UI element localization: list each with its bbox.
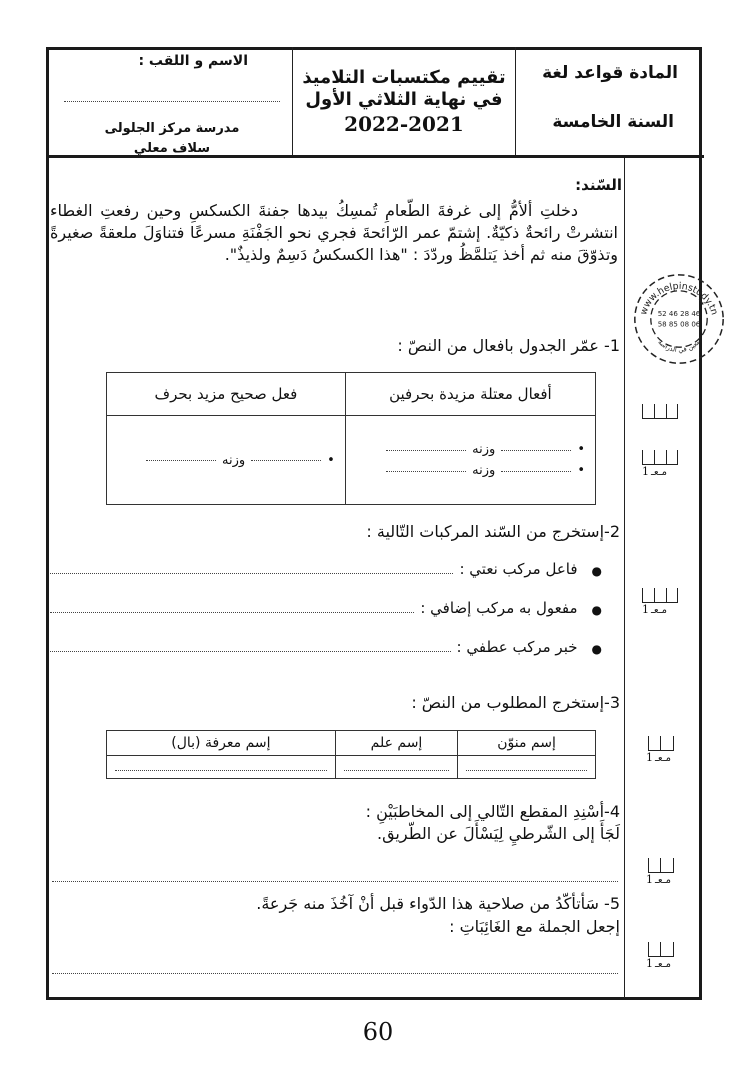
criterion-number: 1 [642, 603, 649, 616]
score-comb[interactable] [648, 942, 674, 957]
q3-prompt: 3-إستخرج المطلوب من النصّ : [411, 693, 620, 712]
school-year: 2022-2021 [344, 112, 464, 136]
exam-title: تقييم مكتسبات التلاميذ [302, 67, 506, 88]
q1-col2-header: فعل صحيح مزيد بحرف [107, 373, 346, 416]
verb-input[interactable] [251, 459, 321, 461]
weight-input[interactable] [146, 459, 216, 461]
q3-cell [335, 756, 457, 779]
teacher-name: سلاف معلي [133, 141, 211, 156]
stamp-url: www.helpinstudy.tn [638, 280, 720, 317]
subject-cell [516, 47, 704, 155]
subject-label: المادة قواعد لغة [542, 63, 678, 83]
q3-cell [107, 756, 336, 779]
name-input-line[interactable] [64, 101, 280, 102]
criterion-label [642, 465, 684, 478]
stamp-phone2: 58 85 08 06 [657, 319, 701, 329]
page-number: 60 [362, 1018, 394, 1046]
sanad-text [50, 200, 618, 266]
criterion-text: مـعـ [651, 467, 668, 478]
margin-divider [624, 158, 625, 998]
weight-label: وزنه [472, 442, 496, 457]
q5-prompt: إجعل الجملة مع الغَائِبَاتِ : [449, 917, 620, 936]
sanad-title: السّند: [575, 176, 622, 194]
criterion-text: مـعـ [655, 753, 672, 764]
exam-header [46, 47, 704, 158]
q3-header: إسم علم [335, 731, 457, 756]
q2-item [50, 638, 602, 656]
grade-label: السنة الخامسة [552, 112, 674, 132]
sanad-paragraph: دخلتِ ألأمُّ إلى غرفةَ الطّعامِ تُمسِكُ بيدها جفنةَ الكسكسِ وحين رفعتِ الغطاء انتشرتْ رائحةٌ ذكيّةٌ. إشتمّ عمر الرّائحةَ فجري نحو الجَفْنَةِ مسرعًا فتناوَلَ ملعقةً صغيرةً وتذوّقَ منه ثم أخذ يَتلمَّظُ وردّدَ : "هذا الكسكسُ دَسِمٌ ولذيذٌ". [50, 201, 618, 264]
bullet: • [577, 463, 585, 478]
criterion-text: مـعـ [655, 875, 672, 886]
score-comb[interactable] [648, 858, 674, 873]
score-box-q2 [640, 588, 684, 616]
score-comb[interactable] [642, 450, 678, 465]
criterion-label [642, 603, 684, 616]
score-box-q3 [640, 736, 684, 764]
school-info [52, 119, 292, 159]
bullet: • [577, 442, 585, 457]
score-box-q1b [640, 450, 684, 478]
bullet-icon: ● [591, 603, 602, 617]
name-label: الاسم و اللقب : [138, 53, 248, 69]
score-comb[interactable] [642, 404, 678, 419]
score-box-q4 [640, 858, 684, 886]
criterion-number: 1 [646, 873, 653, 886]
verb-input[interactable] [501, 470, 571, 472]
score-comb[interactable] [648, 736, 674, 751]
q4-answer-input[interactable] [52, 880, 618, 882]
bullet-icon: ● [591, 564, 602, 578]
exam-subtitle: في نهاية الثلاثي الأول [305, 89, 503, 110]
score-comb[interactable] [642, 588, 678, 603]
q1-col1-header: أفعال معتلة مزيدة بحرفين [345, 373, 595, 416]
criterion-label [646, 873, 684, 886]
criterion-text: مـعـ [651, 605, 668, 616]
q5-sentence: 5- سَأتأكّدُ من صلاحية هذا الدّواء قبل أنْ آخُذَ منه جَرعةً. [256, 894, 620, 913]
weight-label: وزنه [472, 463, 496, 478]
score-box-q5 [640, 942, 684, 970]
q3-answer-input[interactable] [344, 769, 449, 771]
criterion-text: مـعـ [655, 959, 672, 970]
criterion-label [646, 957, 684, 970]
q4-sentence: لَجَأَ إلى الشّرطيِ لِيَسْأَلَ عن الطّريق. [376, 824, 620, 843]
q2-item [50, 599, 602, 617]
q1-table [106, 372, 596, 505]
q2-prompt: 2-إستخرج من السّند المركبات التّالية : [366, 522, 620, 541]
q3-header: إسم معرفة (بال) [107, 731, 336, 756]
q1-prompt: 1- عمّر الجدول بافعال من النصّ : [397, 336, 620, 355]
title-cell [292, 47, 516, 155]
q4-prompt: 4-أسْنِدِ المقطع التّالي إلى المخاطبَيْنِ : [365, 802, 620, 821]
q2-answer-input[interactable] [50, 573, 453, 574]
q1-col1-answers [345, 416, 595, 505]
q2-item [50, 560, 602, 578]
q2-answer-input[interactable] [50, 612, 414, 613]
verb-input[interactable] [501, 449, 571, 451]
q2-item-label: مفعول به مركب إضافي : [420, 599, 578, 617]
q2-item-label: خبر مركب عطفي : [456, 638, 578, 656]
weight-label: وزنه [221, 452, 246, 468]
q2-item-label: فاعل مركب نعتي : [459, 560, 578, 578]
student-cell [52, 47, 292, 155]
q1-answer-row [356, 442, 585, 457]
q2-answer-input[interactable] [50, 651, 451, 652]
q3-cell [458, 756, 596, 779]
criterion-number: 1 [642, 465, 649, 478]
school-name: مدرسة مركز الجلولى [104, 121, 240, 136]
score-box-q1a [640, 404, 684, 419]
q5-answer-input[interactable] [52, 972, 618, 974]
helpinstudy-stamp [632, 272, 726, 366]
q3-answer-input[interactable] [466, 769, 587, 771]
weight-input[interactable] [386, 470, 466, 472]
criterion-label [646, 751, 684, 764]
stamp-phone1: 52 46 28 46 [657, 309, 701, 319]
stamp-slogan: معين في الدراسة [656, 338, 702, 355]
bullet: • [327, 452, 335, 468]
bullet-icon: ● [591, 642, 602, 656]
q3-header: إسم منوّن [458, 731, 596, 756]
criterion-number: 1 [646, 957, 653, 970]
q1-answer-row [356, 463, 585, 478]
weight-input[interactable] [386, 449, 466, 451]
q3-table [106, 730, 596, 779]
criterion-number: 1 [646, 751, 653, 764]
q1-col2-answers [107, 416, 346, 505]
q3-answer-input[interactable] [115, 769, 327, 771]
q1-answer-row [117, 453, 335, 468]
